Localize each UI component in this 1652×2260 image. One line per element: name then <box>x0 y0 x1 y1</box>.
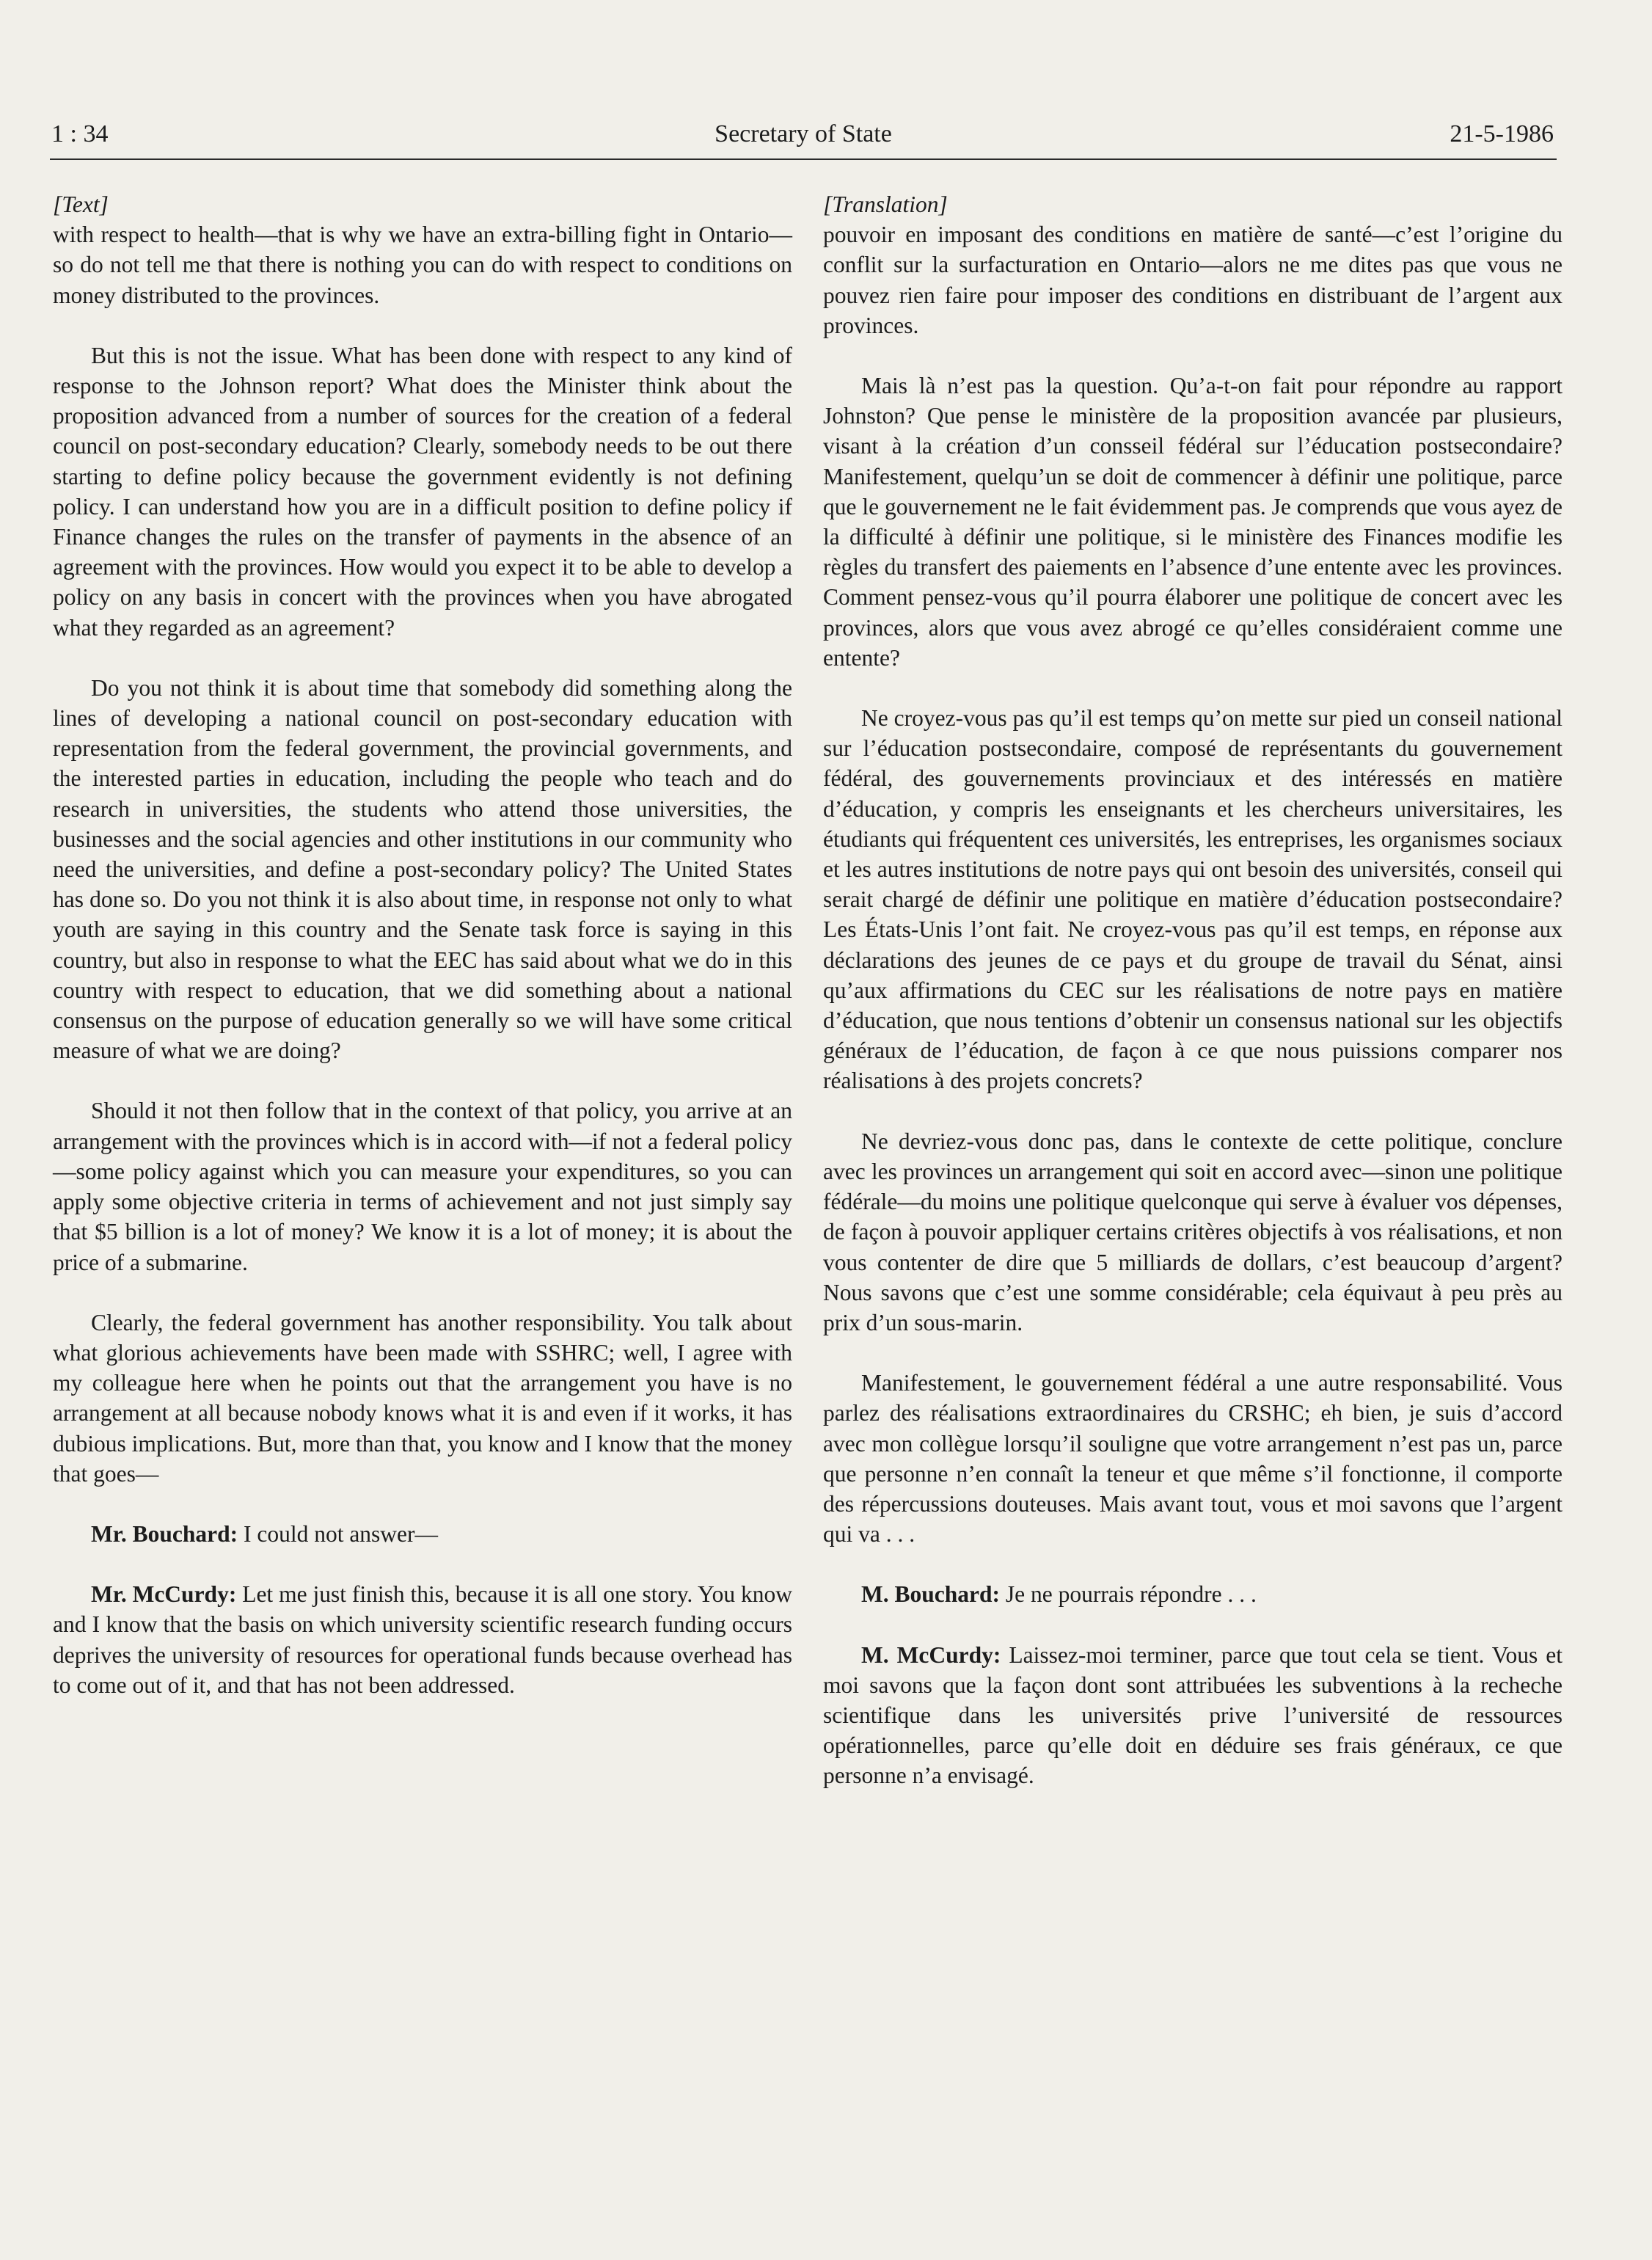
page-number: 1 : 34 <box>51 120 109 147</box>
speaker-name: Mr. McCurdy: <box>91 1581 237 1608</box>
speech-text: Je ne pourrais répondre . . . <box>1000 1581 1257 1608</box>
speaker-name: M. McCurdy: <box>861 1641 1001 1668</box>
english-column <box>53 189 792 1730</box>
french-speech-bouchard <box>823 1579 1563 1609</box>
page-date: 21-5-1986 <box>1450 120 1554 147</box>
speech-text: Let me just finish this, because it is all one story. You know and I know that the basis on which university scientific research funding occurs deprives the university of resources for operational funds because overhead has to come out of it, and that has not been addressed. <box>53 1581 792 1698</box>
speaker-name: M. Bouchard: <box>861 1581 1000 1608</box>
english-paragraph-5: Clearly, the federal government has another responsibility. You talk about what glorious achievements have been made with SSHRC; well, I agree with my colleague here when he points out that the arrangement you have is no arrangement at all because nobody knows what it is and even if it works, it has dubious implications. But, more than that, you know and I know that the money that goes— <box>53 1309 792 1487</box>
page-title: Secretary of State <box>714 120 892 147</box>
english-paragraph-3: Do you not think it is about time that somebody did something along the lines of developing a national council on post-secondary education with representation from the federal government, the provincial governments, and the interested parties in education, including the people who teach and do research in universities, the students who attend those universities, the businesses and the social agencies and other institutions in our community who need the universities, and define a post-secondary policy? The United States has done so. Do you not think it is also about time, in response not only to what youth are saying in this country and the Senate task force is saying in this country, but also in response to what the EEC has said about what we do in this country with respect to education, that we did something about a national consensus on the purpose of education generally so we will have some critical measure of what we are doing? <box>53 674 792 1064</box>
page-header <box>50 117 1557 160</box>
french-paragraph-2: Mais là n’est pas la question. Qu’a-t-on fait pour répondre au rapport Johnston? Que pense le ministère de la proposition avancée par plusieurs, visant à la création d’un consseil fédéral sur l’éducation postsecondaire? Manifestement, quelqu’un se doit de commencer à définir une politique, parce que le gouvernement ne le fait évidemment pas. Je comprends que vous ayez de la difficulté à définir une politique, si le ministère des Finances modifie les règles du transfert des paiements en l’absence d’une entente avec les provinces. Comment pensez-vous qu’il pourra élaborer une politique de concert avec les provinces, alors que vous avez abrogé ce qu’elles considéraient comme une entente? <box>823 373 1563 671</box>
english-tag: [Text] <box>53 192 109 217</box>
french-speech-mccurdy <box>823 1640 1563 1791</box>
english-paragraph-4: Should it not then follow that in the context of that policy, you arrive at an arrangement with the provinces which is in accord with—if not a federal policy—some policy against which you can measure your expenditures, so you can apply some objective criteria in terms of achievement and not just simply say that $5 billion is a lot of money? We know it is a lot of money; it is about the price of a submarine. <box>53 1098 792 1275</box>
speech-text: Laissez-moi terminer, parce que tout cela se tient. Vous et moi savons que la façon dont sont attribuées les subventions à la recheche scientifique dans les universités prive l’université de ressources opérationnelles, parce qu’elle doit en déduire ses frais généraux, ce que personne n’a envisagé. <box>823 1641 1563 1789</box>
english-paragraph-1: with respect to health—that is why we have an extra-billing fight in Ontario—so do not tell me that there is nothing you can do with respect to conditions on money distributed to the provinces. <box>53 222 792 308</box>
french-paragraph-3: Ne croyez-vous pas qu’il est temps qu’on mette sur pied un conseil national sur l’éducation postsecondaire, composé de représentants du gouvernement fédéral, des gouvernements provinciaux et des intéressés en matière d’éducation, y compris les enseignants et les chercheurs universitaires, les étudiants qui fréquentent ces universités, les entreprises, les organismes sociaux et les autres institutions de notre pays qui ont besoin des universités, conseil qui serait chargé de définir une politique en matière d’éducation postsecondaire? Les États-Unis l’ont fait. Ne croyez-vous pas qu’il est temps, en réponse aux déclarations des jeunes de ce pays et du groupe de travail du Sénat, ainsi qu’aux affirmations du CEC sur les réalisations de notre pays en matière d’éducation, que nous tentions d’obtenir un consensus national sur les objectifs généraux de l’éducation, de façon à ce que nous puissions comparer nos réalisations à des projets concrets? <box>823 705 1563 1094</box>
french-tag: [Translation] <box>823 192 948 217</box>
french-paragraph-1: pouvoir en imposant des conditions en matière de santé—c’est l’origine du conflit sur la surfacturation en Ontario—alors ne me dites pas que vous ne pouvez rien faire pour imposer des conditions en distribuant de l’argent aux provinces. <box>823 222 1563 338</box>
speech-text: I could not answer— <box>238 1520 439 1547</box>
english-speech-mccurdy <box>53 1579 792 1700</box>
french-paragraph-5: Manifestement, le gouvernement fédéral a une autre responsabilité. Vous parlez des réalisations extraordinaires du CRSHC; eh bien, je suis d’accord avec mon collègue lorsqu’il souligne que votre arrangement n’est pas un, parce que personne n’en connaît la teneur et que même s’il fonctionne, il comporte des répercussions douteuses. Mais avant tout, vous et moi savons que l’argent qui va . . . <box>823 1370 1563 1548</box>
french-column <box>823 189 1563 1821</box>
english-paragraph-2: But this is not the issue. What has been done with respect to any kind of response to the Johnson report? What does the Minister think about the proposition advanced from a number of sources for the creation of a federal council on post-secondary education? Clearly, somebody needs to be out there starting to define policy because the government evidently is not defining policy. I can understand how you are in a difficult position to define policy if Finance changes the rules on the transfer of payments in the absence of an agreement with the provinces. How would you expect it to be able to develop a policy on any basis in concert with the provinces when you have abrogated what they regarded as an agreement? <box>53 342 792 641</box>
english-speech-bouchard <box>53 1519 792 1549</box>
french-paragraph-4: Ne devriez-vous donc pas, dans le contexte de cette politique, conclure avec les provinces un arrangement qui soit en accord avec—sinon une politique fédérale—du moins une politique quelconque qui serve à évaluer vos dépenses, de façon à pouvoir appliquer certains critères objectifs à vos réalisations, et non vous contenter de dire que 5 milliards de dollars, c’est beaucoup d’argent? Nous savons que c’est une somme considérable; cela équivaut à peu près au prix d’un sous-marin. <box>823 1128 1563 1335</box>
speaker-name: Mr. Bouchard: <box>91 1520 238 1547</box>
